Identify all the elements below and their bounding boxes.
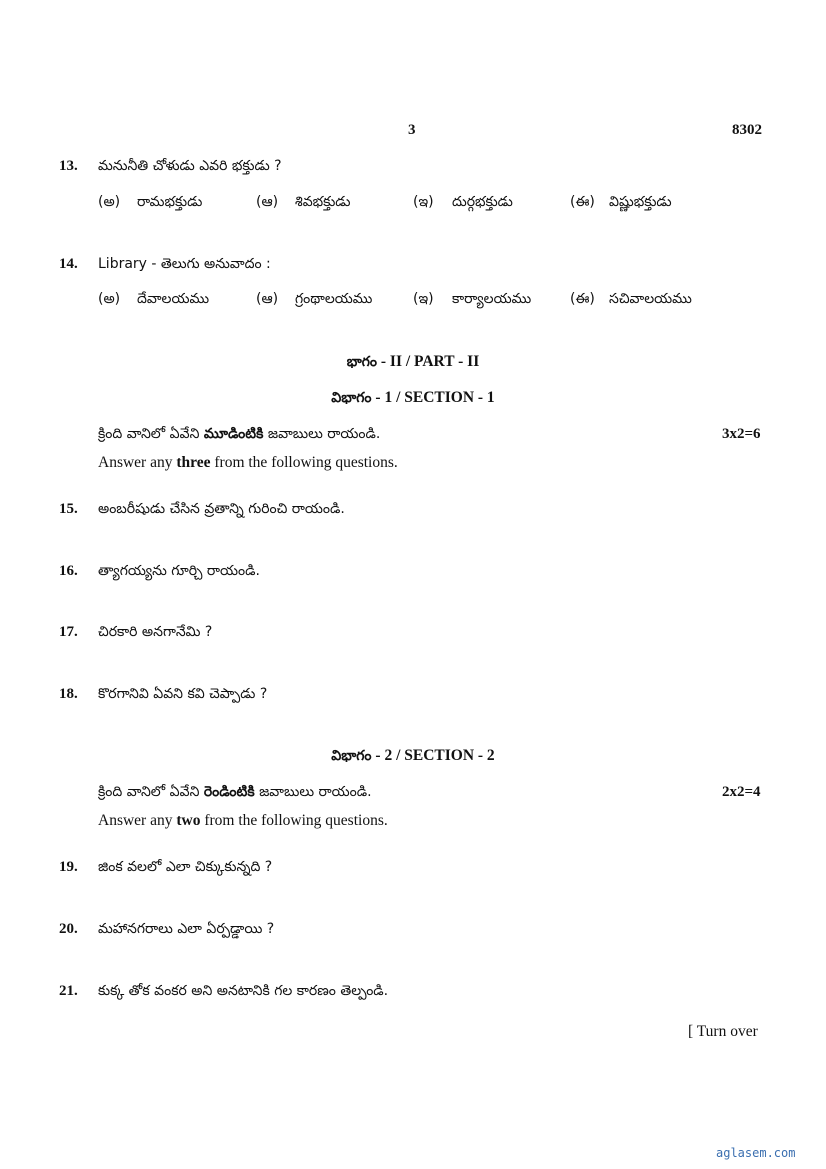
question-text: మనునీతి చోళుడు ఎవరి భక్తుడు ? — [98, 158, 282, 174]
question-text: కొరగానివి ఏవని కవి చెప్పాడు ? — [98, 686, 268, 702]
question-text: కుక్క తోక వంకర అని అనటానికి గల కారణం తెల్పండి. — [98, 983, 389, 999]
section-1-english-instruction — [98, 454, 398, 472]
option-label: (అ) — [98, 291, 121, 307]
option-label: (అ) — [98, 194, 121, 210]
english-pre: Answer any — [98, 454, 177, 471]
option-label: (ఈ) — [570, 291, 595, 307]
option-label: (ఇ) — [413, 194, 434, 210]
question-number: 20. — [59, 921, 78, 937]
part-heading — [0, 353, 826, 373]
section-2-instruction — [98, 784, 372, 803]
instruction-bold: రెండింటికి — [203, 784, 255, 800]
question-number: 19. — [59, 859, 78, 875]
part-heading-english: - II / PART - II — [377, 353, 480, 370]
section-1-instruction — [98, 426, 380, 445]
english-pre: Answer any — [98, 812, 177, 829]
english-bold: three — [176, 454, 211, 471]
section-heading-english: - 2 / SECTION - 2 — [371, 747, 495, 764]
section-1-marks: 3x2=6 — [722, 426, 761, 442]
instruction-post: జవాబులు రాయండి. — [263, 426, 381, 442]
option-text: విష్ణుభక్తుడు — [609, 194, 672, 210]
question-text: Library - తెలుగు అనువాదం : — [98, 256, 271, 272]
question-number: 17. — [59, 624, 78, 640]
section-1-heading — [0, 389, 826, 409]
english-post: from the following questions. — [200, 812, 388, 829]
question-text: త్యాగయ్యను గూర్చి రాయండి. — [98, 563, 260, 579]
option-text: శివభక్తుడు — [295, 194, 351, 210]
section-heading-telugu: విభాగం — [331, 748, 372, 764]
instruction-pre: క్రింది వానిలో ఏవేని — [98, 784, 204, 800]
question-number: 14. — [59, 256, 78, 272]
question-text: జింక వలలో ఎలా చిక్కుకున్నది ? — [98, 859, 273, 875]
option-label: (ఆ) — [256, 194, 279, 210]
instruction-bold: మూడింటికి — [203, 426, 264, 442]
page-number: 3 — [408, 122, 416, 138]
option-text: కార్యాలయము — [452, 291, 532, 307]
option-text: గ్రంథాలయము — [295, 291, 373, 307]
footer-watermark[interactable]: aglasem.com — [716, 1146, 796, 1160]
section-heading-telugu: విభాగం — [331, 390, 372, 406]
english-bold: two — [176, 812, 201, 829]
option-text: రామభక్తుడు — [137, 194, 203, 210]
question-number: 16. — [59, 563, 78, 579]
section-2-english-instruction — [98, 812, 388, 830]
option-label: (ఈ) — [570, 194, 595, 210]
option-text: సచివాలయము — [609, 291, 692, 307]
section-2-heading — [0, 747, 826, 767]
option-text: దేవాలయము — [137, 291, 210, 307]
question-number: 18. — [59, 686, 78, 702]
english-post: from the following questions. — [210, 454, 398, 471]
question-text: చిరకారి అనగానేమి ? — [98, 624, 213, 640]
question-text: అంబరీషుడు చేసిన వ్రతాన్ని గురించి రాయండి. — [98, 501, 345, 517]
option-label: (ఇ) — [413, 291, 434, 307]
paper-code: 8302 — [732, 122, 762, 138]
section-2-marks: 2x2=4 — [722, 784, 761, 800]
part-heading-telugu: భాగం — [346, 354, 378, 370]
question-text: మహానగరాలు ఎలా ఏర్పడ్డాయి ? — [98, 921, 275, 937]
instruction-post: జవాబులు రాయండి. — [254, 784, 372, 800]
section-heading-english: - 1 / SECTION - 1 — [371, 389, 495, 406]
question-number: 21. — [59, 983, 78, 999]
instruction-pre: క్రింది వానిలో ఏవేని — [98, 426, 204, 442]
option-label: (ఆ) — [256, 291, 279, 307]
question-number: 13. — [59, 158, 78, 174]
turn-over-note: [ Turn over — [688, 1023, 758, 1040]
option-text: దుర్గభక్తుడు — [452, 194, 513, 210]
question-number: 15. — [59, 501, 78, 517]
